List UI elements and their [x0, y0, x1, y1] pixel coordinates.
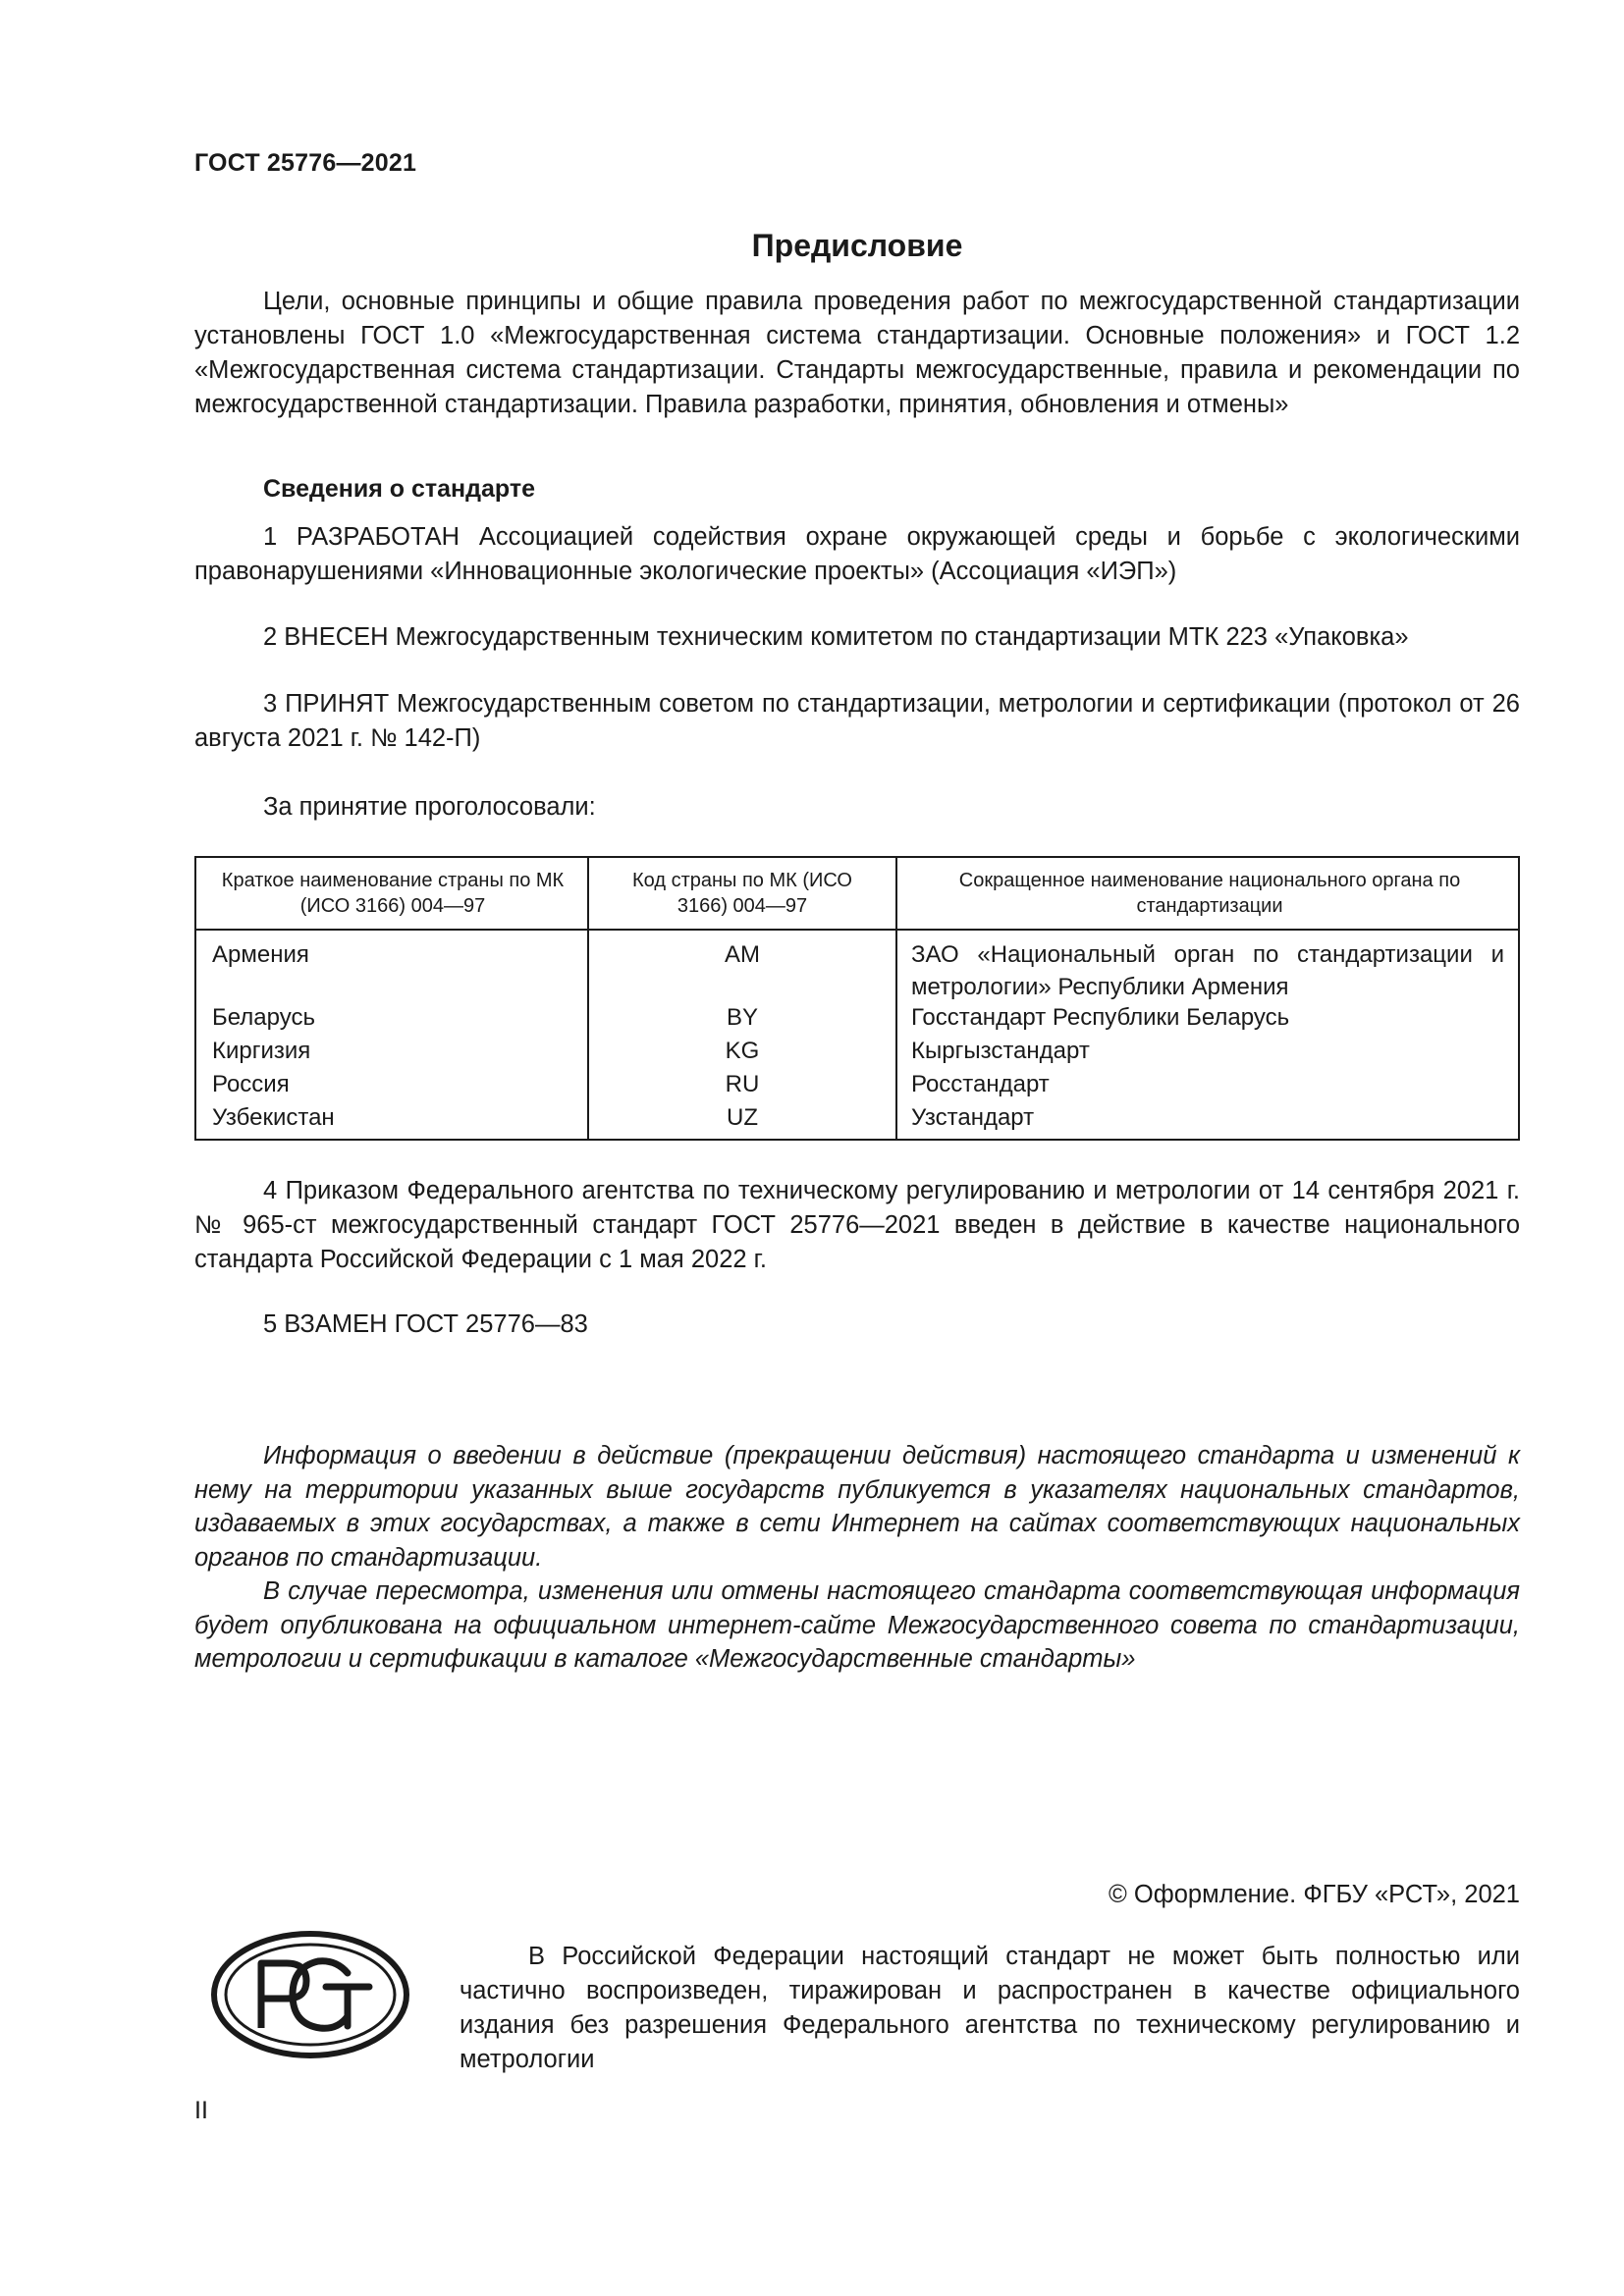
table-cell-code: UZ — [727, 1104, 758, 1131]
table-cell-body: Узстандарт — [911, 1104, 1035, 1131]
page-number: II — [194, 2097, 208, 2124]
pct-mark-logo — [210, 1930, 410, 2059]
table-header-code: Код страны по МК (ИСО 3166) 004—97 — [632, 870, 852, 917]
table-cell-body: Кыргызстандарт — [911, 1038, 1090, 1064]
table-divider — [895, 858, 897, 1139]
item-5-replaces: 5 ВЗАМЕН ГОСТ 25776—83 — [263, 1310, 588, 1338]
rights-notice: В Российской Федерации настоящий стандарт не может быть полностью или частично воспроизведен, тиражирован и распространен в качестве официального издания без разрешения Федерального агентства по техническому регулированию и метрологии — [460, 1943, 1520, 2073]
table-cell-body: Росстандарт — [911, 1071, 1050, 1097]
document-code: ГОСТ 25776—2021 — [194, 149, 417, 177]
item-1-developed: 1 РАЗРАБОТАН Ассоциацией содействия охране окружающей среды и борьбе с экологическими правонарушениями «Инновационные экологические проекты» (Ассоциация «ИЭП») — [194, 523, 1520, 585]
table-header-country: Краткое наименование страны по МК (ИСО 3166) 004—97 — [221, 870, 565, 917]
info-heading: Сведения о стандарте — [263, 475, 536, 503]
table-cell-country: Армения — [212, 941, 309, 968]
copyright-notice: © Оформление. ФГБУ «РСТ», 2021 — [1109, 1881, 1520, 1908]
table-cell-code: KG — [725, 1038, 760, 1064]
table-header-body: Сокращенное наименование национального органа по стандартизации — [958, 870, 1461, 917]
page-title: Предисловие — [751, 228, 963, 263]
table-header-divider — [196, 929, 1518, 931]
table-cell-country: Россия — [212, 1071, 290, 1097]
table-cell-code: BY — [726, 1004, 758, 1031]
table-cell-code: AM — [725, 941, 760, 968]
intro-paragraph: Цели, основные принципы и общие правила проведения работ по межгосударственной стандартизации установлены ГОСТ 1.0 «Межгосударственная система стандартизации. Основные положения» и ГОСТ 1.2 «Межгосударственная система стандартизации. Стандарты межгосударственные, правила и рекомендации по межгосударственной стандартизации. Правила разработки, принятия, обновления и отмены» — [194, 288, 1520, 418]
table-cell-code: RU — [725, 1071, 760, 1097]
item-4-order: 4 Приказом Федерального агентства по техническому регулированию и метрологии от 14 сентября 2021 г. № 965-ст межгосударственный стандарт ГОСТ 25776—2021 введен в действие в качестве национального стандарта Российской Федерации с 1 мая 2022 г. — [194, 1177, 1520, 1273]
table-cell-country: Беларусь — [212, 1004, 315, 1031]
table-cell-country: Узбекистан — [212, 1104, 335, 1131]
notice-revision: В случае пересмотра, изменения или отмены настоящего стандарта соответствующая информация будет опубликована на официальном интернет-сайте Межгосударственного совета по стандартизации, метрологии и сертификации в каталоге «Межгосударственные стандарты» — [194, 1577, 1520, 1673]
table-cell-body: ЗАО «Национальный орган по стандартизации и метрологии» Республики Армения — [911, 941, 1504, 1000]
notice-introduction: Информация о введении в действие (прекращении действия) настоящего стандарта и изменений к нему на территории указанных выше государств публикуется в указателях национальных стандартов, издаваемых в этих государствах, а также в сети Интернет на сайтах соответствующих национальных органов по стандартизации. — [194, 1442, 1520, 1572]
table-cell-country: Киргизия — [212, 1038, 311, 1064]
voting-countries-table — [194, 856, 1520, 1141]
item-2-submitted: 2 ВНЕСЕН Межгосударственным техническим комитетом по стандартизации МТК 223 «Упаковка» — [263, 623, 1409, 651]
voted-label: За принятие проголосовали: — [263, 793, 596, 821]
table-cell-body: Госстандарт Республики Беларусь — [911, 1004, 1290, 1031]
item-3-adopted: 3 ПРИНЯТ Межгосударственным советом по стандартизации, метрологии и сертификации (протокол от 26 августа 2021 г. № 142-П) — [194, 690, 1520, 752]
